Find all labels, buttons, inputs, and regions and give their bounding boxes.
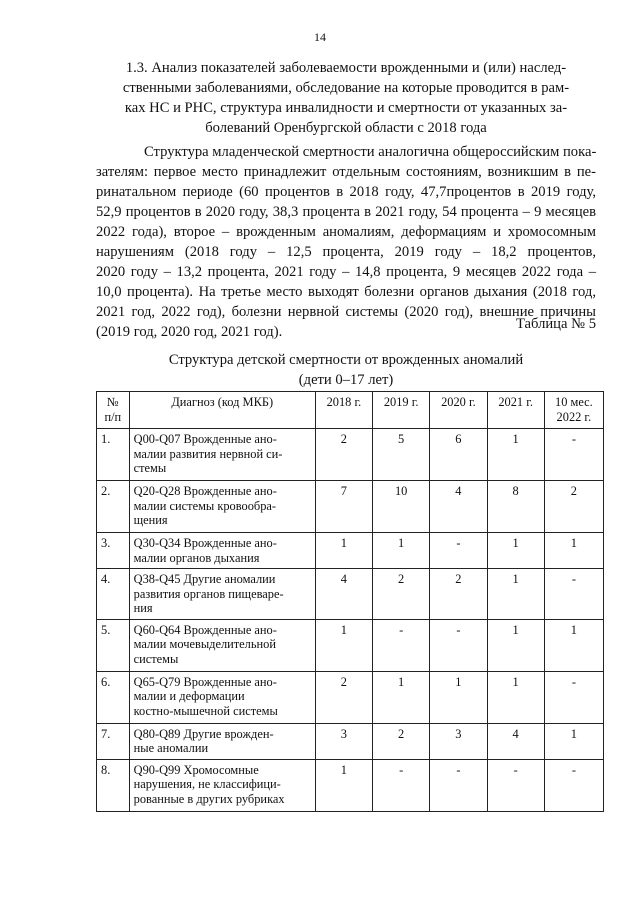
paragraph-line: нарушениям (2018 году – 12,5 процента, 2019 году – 18,2 процентов, [96, 244, 596, 260]
heading-line: ственными заболеваниями, обследование на которые проводится в рам- [122, 80, 570, 96]
diagnosis-line: костно-мышечной системы [133, 703, 278, 718]
row-number: 8. [97, 759, 130, 811]
value-2019: 1 [373, 671, 430, 723]
table-row [97, 759, 604, 811]
diagnosis-line: нарушения, не классифици- [133, 777, 281, 791]
value-2020: 4 [430, 481, 487, 533]
header-2021: 2021 г. [487, 392, 544, 429]
value-2020: - [430, 619, 487, 671]
header-2020: 2020 г. [430, 392, 487, 429]
value-2018: 2 [315, 429, 372, 481]
value-2018: 7 [315, 481, 372, 533]
diagnosis-cell [129, 671, 315, 723]
section-heading [96, 58, 596, 138]
page-number: 14 [314, 30, 326, 44]
table-caption-line: Структура детской смертности от врожденных аномалий [168, 352, 524, 368]
row-number: 6. [97, 671, 130, 723]
value-2020: - [430, 759, 487, 811]
value-2019: - [373, 619, 430, 671]
value-2022: 1 [544, 619, 603, 671]
value-2020: 3 [430, 723, 487, 759]
diagnosis-line: Q90-Q99 Хромосомные [133, 762, 259, 777]
table-caption [96, 350, 596, 390]
table-row [97, 619, 604, 671]
paragraph-line: ринатальном периоде (60 процентов в 2018 году, 47,7процентов в 2019 году, [96, 184, 596, 200]
row-number: 1. [97, 429, 130, 481]
diagnosis-line: малии органов дыхания [133, 550, 260, 565]
diagnosis-line: малии развития нервной си- [133, 446, 283, 461]
paragraph-line: 2021 год, 2022 год), болезни нервной системы (2020 год), внешние причины [96, 304, 596, 320]
value-2021: 1 [487, 569, 544, 620]
paragraph-line: 2022 года), второе – врожденным аномалиям, деформациям и хромосомным [96, 224, 596, 240]
table-caption-line: (дети 0–17 лет) [298, 372, 394, 388]
value-2022: - [544, 671, 603, 723]
value-2022: 2 [544, 481, 603, 533]
row-number: 4. [97, 569, 130, 620]
table-row [97, 569, 604, 620]
header-text: п/п [104, 409, 122, 424]
diagnosis-cell [129, 533, 315, 569]
value-2022: 1 [544, 723, 603, 759]
table-row [97, 723, 604, 759]
diagnosis-line: Q60-Q64 Врожденные ано- [133, 622, 277, 637]
value-2020: 6 [430, 429, 487, 481]
table-row [97, 533, 604, 569]
diagnosis-line: Q00-Q07 Врожденные ано- [133, 432, 277, 446]
diagnosis-line: стемы [133, 461, 167, 475]
value-2021: - [487, 759, 544, 811]
value-2022: - [544, 569, 603, 620]
paragraph-line: 52,9 процентов в 2020 году, 38,3 процента в 2021 году, 54 процента – 9 месяцев [96, 204, 596, 220]
value-2020: 1 [430, 671, 487, 723]
header-text: 2022 г. [556, 409, 592, 424]
diagnosis-cell [129, 619, 315, 671]
diagnosis-cell [129, 481, 315, 533]
header-2022 [544, 392, 603, 429]
diagnosis-line: ния [133, 601, 153, 615]
value-2021: 1 [487, 533, 544, 569]
value-2020: - [430, 533, 487, 569]
header-text: № [106, 395, 119, 409]
header-diagnosis: Диагноз (код МКБ) [129, 392, 315, 429]
diagnosis-line: развития органов пищеваре- [133, 586, 284, 601]
diagnosis-cell [129, 429, 315, 481]
value-2022: 1 [544, 533, 603, 569]
value-2019: 1 [373, 533, 430, 569]
diagnosis-line: Q38-Q45 Другие аномалии [133, 572, 276, 586]
table-header-row [97, 392, 604, 429]
diagnosis-line: Q80-Q89 Другие врожден- [133, 726, 274, 741]
diagnosis-line: ные аномалии [133, 741, 209, 755]
heading-line: 1.3. Анализ показателей заболеваемости врожденными и (или) наслед- [125, 60, 567, 76]
header-2018: 2018 г. [315, 392, 372, 429]
value-2019: 5 [373, 429, 430, 481]
diagnosis-line: малии мочевыделительной [133, 637, 276, 651]
table-row [97, 481, 604, 533]
value-2021: 1 [487, 429, 544, 481]
value-2018: 1 [315, 533, 372, 569]
table-label: Таблица № 5 [516, 316, 596, 332]
table-row [97, 671, 604, 723]
diagnosis-line: малии и деформации [133, 689, 245, 703]
value-2021: 4 [487, 723, 544, 759]
mortality-table [96, 391, 604, 812]
body-paragraph [96, 142, 596, 342]
value-2018: 2 [315, 671, 372, 723]
diagnosis-line: Q65-Q79 Врожденные ано- [133, 674, 277, 689]
paragraph-line: (2019 год, 2020 год, 2021 год). [96, 324, 283, 340]
diagnosis-line: системы [133, 651, 179, 666]
paragraph-line: 2020 году – 13,2 процента, 2021 году – 14,8 процента, 9 месяцев 2022 года – [96, 264, 596, 280]
header-number [97, 392, 130, 429]
diagnosis-cell [129, 723, 315, 759]
value-2018: 3 [315, 723, 372, 759]
diagnosis-line: Q30-Q34 Врожденные ано- [133, 536, 277, 550]
paragraph-line: Структура младенческой смертности аналогична общероссийским пока- [144, 144, 597, 160]
row-number: 5. [97, 619, 130, 671]
paragraph-line: зателям: первое место принадлежит отдельным состояниям, возникшим в пе- [96, 164, 596, 180]
diagnosis-cell [129, 759, 315, 811]
value-2018: 1 [315, 759, 372, 811]
row-number: 2. [97, 481, 130, 533]
value-2018: 4 [315, 569, 372, 620]
header-text: 10 мес. [555, 395, 593, 409]
value-2019: 10 [373, 481, 430, 533]
value-2019: 2 [373, 723, 430, 759]
diagnosis-line: рованные в других рубриках [133, 791, 285, 806]
value-2020: 2 [430, 569, 487, 620]
diagnosis-line: щения [133, 513, 168, 527]
value-2018: 1 [315, 619, 372, 671]
heading-line: болеваний Оренбургской области с 2018 года [205, 120, 487, 136]
paragraph-line: 10,0 процента). На третье место выходят болезни органов дыхания (2018 год, [96, 284, 596, 300]
value-2021: 1 [487, 671, 544, 723]
heading-line: ках НС и РНС, структура инвалидности и смертности от указанных за- [124, 100, 568, 116]
table-row [97, 429, 604, 481]
table-body [97, 429, 604, 812]
value-2022: - [544, 429, 603, 481]
diagnosis-line: малии системы кровообра- [133, 498, 277, 513]
diagnosis-cell [129, 569, 315, 620]
value-2019: 2 [373, 569, 430, 620]
value-2019: - [373, 759, 430, 811]
value-2021: 8 [487, 481, 544, 533]
header-2019: 2019 г. [373, 392, 430, 429]
value-2021: 1 [487, 619, 544, 671]
diagnosis-line: Q20-Q28 Врожденные ано- [133, 484, 277, 498]
row-number: 3. [97, 533, 130, 569]
value-2022: - [544, 759, 603, 811]
row-number: 7. [97, 723, 130, 759]
